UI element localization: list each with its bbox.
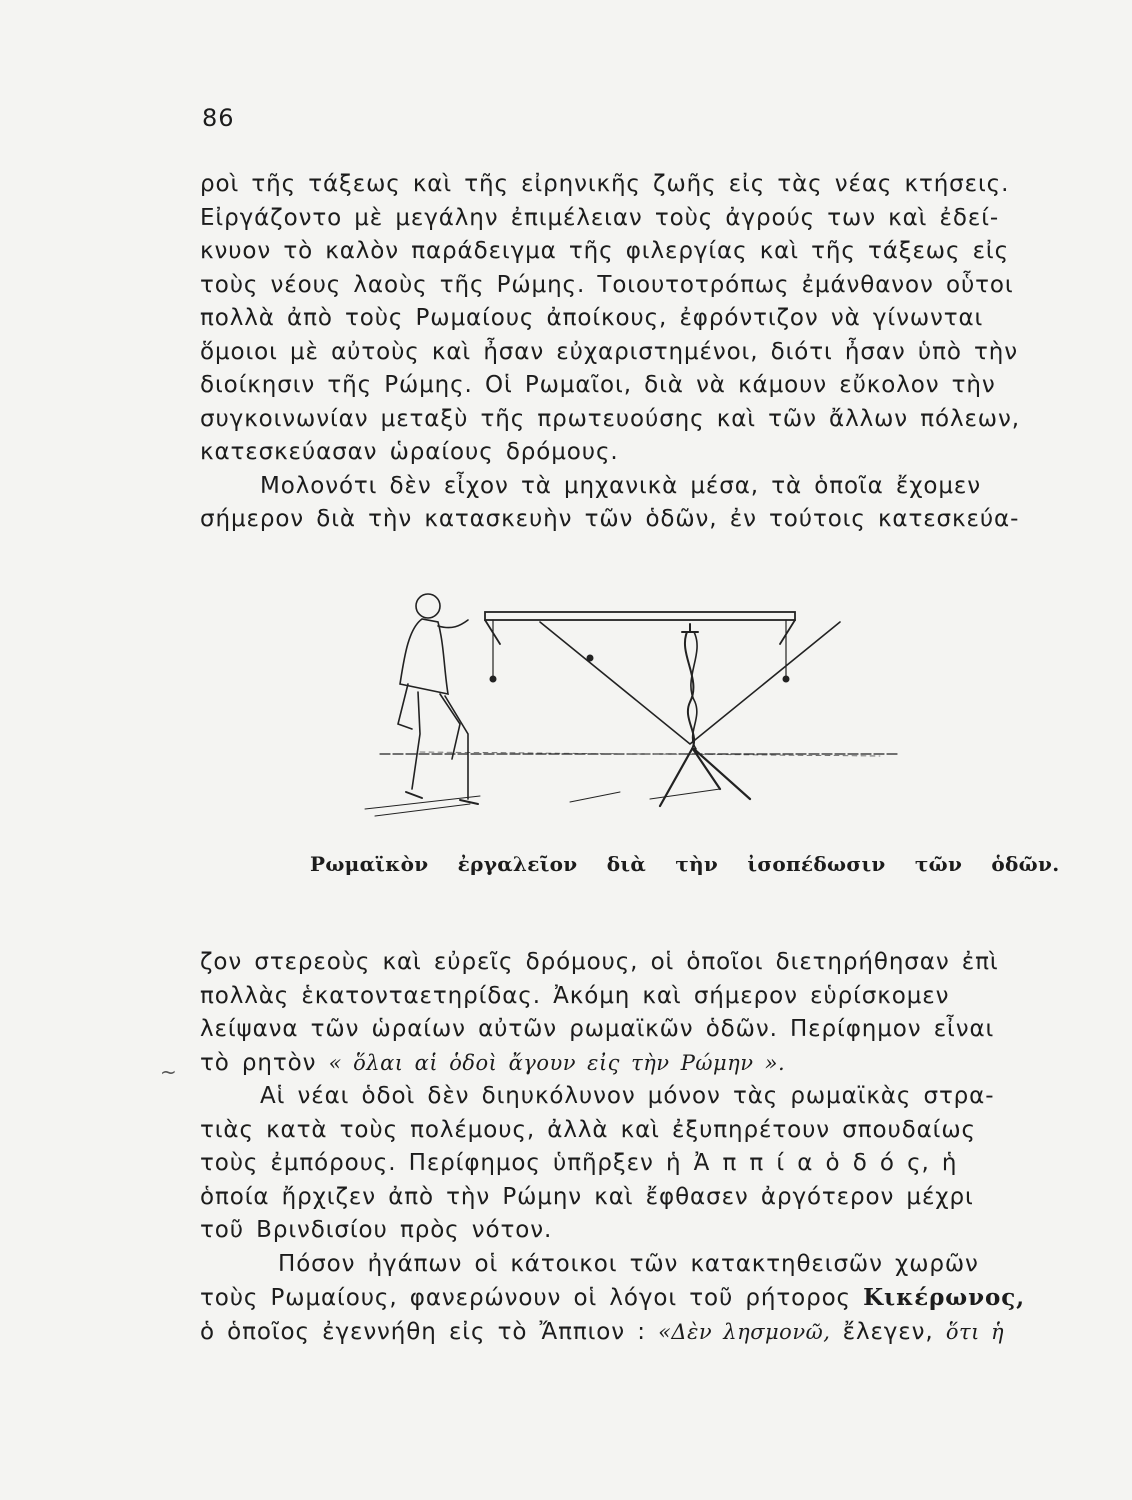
text-line: ὅμοιοι μὲ αὐτοὺς καὶ ἦσαν εὐχαριστημένοι, διότι ἦσαν ὑπὸ τὴν	[200, 338, 1019, 365]
text-line: τοὺς νέους λαοὺς τῆς Ρώμης. Τοιουτοτρόπως ἐμάνθανον οὗτοι	[200, 271, 1014, 298]
quote-italic: « ὅλαι αἱ ὁδοὶ ἄγουν εἰς τὴν Ρώμην ».	[328, 1050, 786, 1075]
quote-italic: ὅτι ἡ	[945, 1319, 1005, 1344]
text-line: λείψανα τῶν ὡραίων αὐτῶν ρωμαϊκῶν ὁδῶν. Περίφημον εἶναι	[200, 1016, 995, 1042]
text-lower	[200, 946, 1130, 1349]
text-line: Αἱ νέαι ὁδοὶ δὲν διηυκόλυνον μόνον τὰς ρωμαϊκὰς στρα-	[260, 1083, 995, 1109]
text-line: ὁποία ἤρχιζεν ἀπὸ τὴν Ρώμην καὶ ἔφθασεν ἀργότερον μέχρι	[200, 1183, 974, 1210]
text-line: τιὰς κατὰ τοὺς πολέμους, ἀλλὰ καὶ ἐξυπηρέτουν σπουδαίως	[200, 1116, 976, 1143]
text-line: σήμερον διὰ τὴν κατασκευὴν τῶν ὁδῶν, ἐν τούτοις κατεσκεύα-	[200, 506, 1020, 532]
text-line: συγκοινωνίαν μεταξὺ τῆς πρωτευούσης καὶ τῶν ἄλλων πόλεων,	[200, 405, 1020, 432]
text-line	[200, 1281, 1130, 1316]
text-line-quote	[200, 1047, 1130, 1081]
quote-prefix: τὸ ρητὸν	[200, 1049, 317, 1076]
text-segment: τοὺς Ρωμαίους, φανερώνουν οἱ λόγοι τοῦ ρήτορος	[200, 1285, 851, 1311]
text-upper	[200, 168, 1130, 537]
text-line: διοίκησιν τῆς Ρώμης. Οἱ Ρωμαῖοι, διὰ νὰ κάμουν εὔκολον τὴν	[200, 372, 996, 398]
page-number: 86	[202, 104, 235, 132]
figure-caption: Ρωμαϊκὸν ἐργαλεῖον διὰ τὴν ἰσοπέδωσιν τῶν ὁδῶν.	[310, 852, 1060, 876]
text-line: Πόσον ἠγάπων οἱ κάτοικοι τῶν κατακτηθεισῶν χωρῶν	[278, 1250, 979, 1277]
text-line: ζον στερεοὺς καὶ εὐρεῖς δρόμους, οἱ ὁποῖοι διετηρήθησαν ἐπὶ	[200, 949, 999, 975]
text-line: κατεσκεύασαν ὡραίους δρόμους.	[200, 439, 619, 465]
figure-illustration	[360, 584, 920, 834]
text-segment: ἔλεγεν,	[842, 1318, 934, 1345]
text-line	[200, 1316, 1130, 1350]
text-line: πολλὰ ἀπὸ τοὺς Ρωμαίους ἀποίκους, ἐφρόντιζον νὰ γίνωνται	[200, 305, 984, 331]
text-line: τοῦ Βρινδισίου πρὸς νότον.	[200, 1217, 553, 1243]
text-line: κνυον τὸ καλὸν παράδειγμα τῆς φιλεργίας καὶ τῆς τάξεως εἰς	[200, 238, 1009, 264]
text-line: τοὺς ἐμπόρους. Περίφημος ὑπῆρξεν ἡ Ἀ π π ί α ὁ δ ό ς, ἡ	[200, 1150, 958, 1176]
quote-italic: «Δὲν λησμονῶ,	[658, 1319, 831, 1344]
text-line: Εἰργάζοντο μὲ μεγάλην ἐπιμέλειαν τοὺς ἀγρούς των καὶ ἐδεί-	[200, 204, 1000, 231]
text-line: ροὶ τῆς τάξεως καὶ τῆς εἰρηνικῆς ζωῆς εἰς τὰς νέας κτήσεις.	[200, 171, 1010, 197]
text-segment: ὁ ὁποῖος ἐγεννήθη εἰς τὸ Ἄππιον :	[200, 1318, 646, 1345]
text-line: πολλὰς ἑκατονταετηρίδας. Ἀκόμη καὶ σήμερον εὑρίσκομεν	[200, 982, 950, 1009]
text-line: Μολονότι δὲν εἶχον τὰ μηχανικὰ μέσα, τὰ ὁποῖα ἔχομεν	[260, 472, 981, 499]
name-bold: Κικέρωνος,	[863, 1284, 1026, 1311]
margin-mark: ~	[160, 1060, 177, 1084]
